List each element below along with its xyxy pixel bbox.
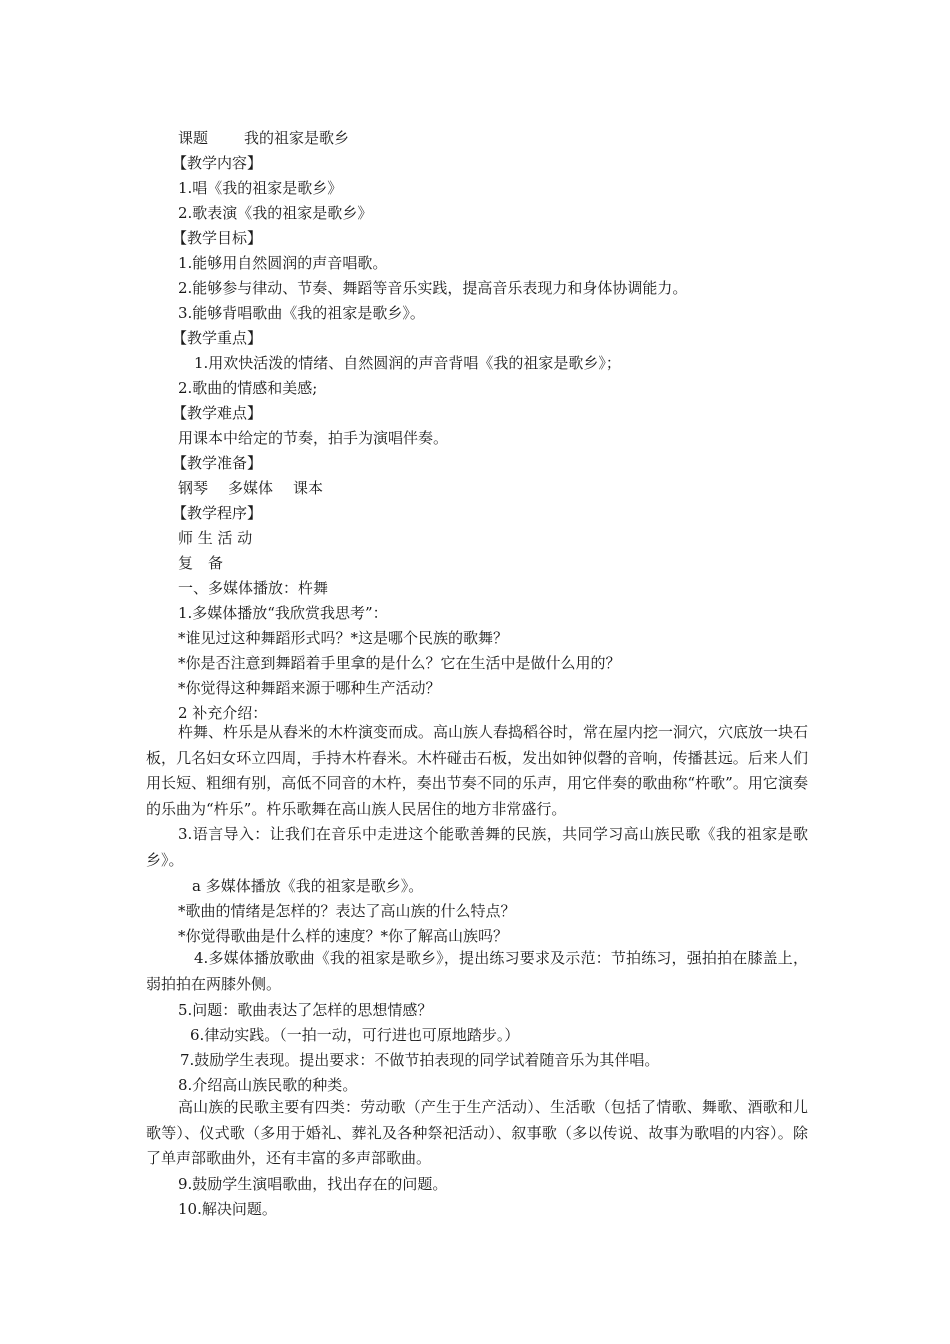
lesson-title-line	[178, 128, 349, 148]
heading-teaching-key: 【教学重点】	[172, 329, 263, 347]
goal-item-1: 1.能够用自然圆润的声音唱歌。	[178, 254, 388, 272]
step-3-question-1: *歌曲的情绪是怎样的？表达了高山族的什么特点？	[178, 902, 516, 920]
step-1-heading: 一、多媒体播放：杵舞	[178, 579, 329, 597]
step-10-item: 10.解决问题。	[178, 1200, 277, 1218]
heading-teaching-content: 【教学内容】	[172, 154, 263, 172]
step-8-paragraph: 高山族的民歌主要有四类：劳动歌（产生于生产活动）、生活歌（包括了情歌、舞歌、酒歌和儿歌等）、仪式歌（多用于婚礼、葬礼及各种祭祀活动）、叙事歌（多以传说、故事为歌唱的内容）。除了单声部歌曲外，还有丰富的多声部歌曲。	[146, 1098, 808, 1167]
step-1-question-2: *你是否注意到舞蹈着手里拿的是什么？它在生活中是做什么用的？	[178, 654, 621, 672]
key-item-2: 2.歌曲的情感和美感;	[178, 379, 318, 397]
teacher-student-activity-label: 师 生 活 动	[178, 529, 253, 547]
content-item-2: 2.歌表演《我的祖家是歌乡》	[178, 204, 373, 222]
heading-teaching-difficulty: 【教学难点】	[172, 404, 263, 422]
prep-item-piano: 钢琴	[178, 479, 209, 497]
step-2-heading: 2 补充介绍：	[178, 704, 268, 722]
step-1-question-1: *谁见过这种舞蹈形式吗？*这是哪个民族的歌舞？	[178, 629, 509, 647]
supplement-paragraph: 杵舞、杵乐是从舂米的木杵演变而成。高山族人春捣稻谷时，常在屋内挖一洞穴，穴底放一块石板，几名妇女环立四周，手持木杵舂米。木杵碰击石板，发出如钟似磬的音响，传播甚远。后来人们用长短、粗细有别，高低不同音的木杵，奏出节奏不同的乐声，用它伴奏的歌曲称“杵歌”。用它演奏的乐曲为“杵乐”。杵乐歌舞在高山族人民居住的地方非常盛行。	[146, 723, 809, 818]
step-1-item-1: 1.多媒体播放“我欣赏我思考”：	[178, 604, 388, 622]
review-label: 复 备	[178, 554, 224, 572]
step-7-item: 7.鼓励学生表现。提出要求：不做节拍表现的同学试着随音乐为其伴唱。	[180, 1051, 660, 1069]
prep-item-textbook: 课本	[293, 479, 324, 497]
heading-teaching-preparation: 【教学准备】	[172, 454, 263, 472]
step-3-question-2: *你觉得歌曲是什么样的速度？*你了解高山族吗？	[178, 927, 509, 945]
step-4-paragraph: 4.多媒体播放歌曲《我的祖家是歌乡》，提出练习要求及示范：节拍练习，强拍拍在膝盖上，弱拍拍在两膝外侧。	[146, 949, 808, 993]
goal-item-2: 2.能够参与律动、节奏、舞蹈等音乐实践，提高音乐表现力和身体协调能力。	[178, 279, 688, 297]
step-1-question-3: *你觉得这种舞蹈来源于哪种生产活动？	[178, 679, 441, 697]
step-9-item: 9.鼓励学生演唱歌曲，找出存在的问题。	[178, 1175, 448, 1193]
step-5-item: 5.问题：歌曲表达了怎样的思想情感？	[178, 1001, 433, 1019]
content-item-1: 1.唱《我的祖家是歌乡》	[178, 179, 343, 197]
key-item-1: 1.用欢快活泼的情绪、自然圆润的声音背唱《我的祖家是歌乡》；	[194, 354, 621, 372]
preparation-line	[178, 478, 323, 498]
step-3-item-a: a 多媒体播放《我的祖家是歌乡》。	[192, 877, 424, 895]
heading-teaching-procedure: 【教学程序】	[172, 504, 263, 522]
heading-teaching-goal: 【教学目标】	[172, 229, 263, 247]
prep-item-multimedia: 多媒体	[228, 479, 274, 497]
lesson-title-label: 课题	[178, 129, 209, 147]
difficulty-item-1: 用课本中给定的节奏，拍手为演唱伴奏。	[178, 429, 449, 447]
step-8-item: 8.介绍高山族民歌的种类。	[178, 1076, 358, 1094]
step-3-paragraph: 3.语言导入：让我们在音乐中走进这个能歌善舞的民族，共同学习高山族民歌《我的祖家是歌乡》。	[146, 825, 808, 869]
lesson-title-text: 我的祖家是歌乡	[244, 129, 350, 147]
goal-item-3: 3.能够背唱歌曲《我的祖家是歌乡》。	[178, 304, 425, 322]
step-6-item: 6.律动实践。（一拍一动，可行进也可原地踏步。）	[190, 1026, 520, 1044]
